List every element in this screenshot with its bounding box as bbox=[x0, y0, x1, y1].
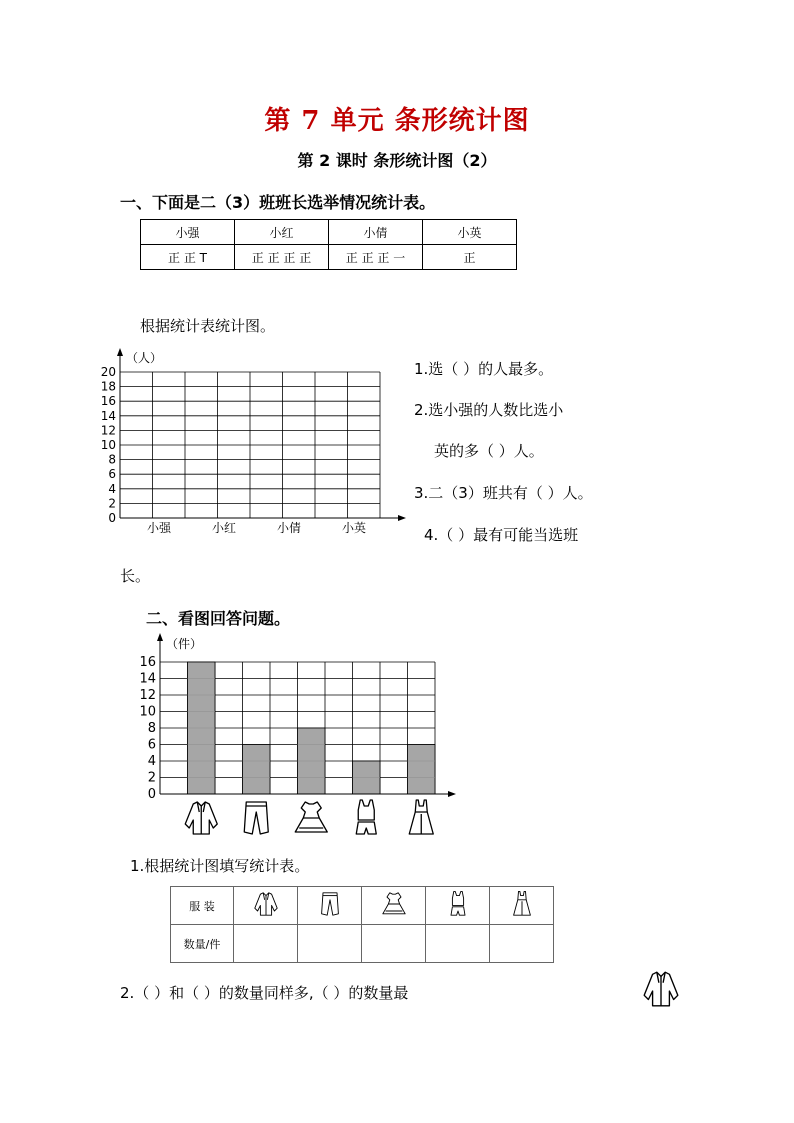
question-4a: 4.（ ）最有可能当选班 bbox=[424, 526, 579, 544]
answer-cell[interactable] bbox=[426, 925, 490, 963]
y-unit-label: （人） bbox=[126, 351, 163, 365]
y-tick-label: 0 bbox=[147, 787, 156, 802]
x-category-label: 小强 bbox=[146, 521, 172, 535]
bar bbox=[243, 745, 271, 795]
y-tick-label: 0 bbox=[108, 511, 116, 525]
tally-header: 小英 bbox=[423, 220, 517, 245]
x-category-labels bbox=[147, 520, 366, 535]
shirt-icon bbox=[234, 887, 298, 925]
vest-shorts-icon bbox=[356, 800, 376, 834]
part1-instruction: 根据统计表统计图。 bbox=[140, 317, 276, 335]
vest-shorts-icon bbox=[426, 887, 490, 925]
y-tick-label: 6 bbox=[108, 467, 116, 482]
y-tick-label: 12 bbox=[100, 423, 116, 438]
x-axis-arrow bbox=[448, 791, 456, 797]
x-category-icons bbox=[185, 800, 433, 834]
tally-marks: 正 正 T bbox=[141, 245, 235, 270]
answer-cell[interactable] bbox=[362, 925, 426, 963]
question-1: 1.选（ ）的人最多。 bbox=[414, 360, 554, 378]
y-tick-label: 20 bbox=[100, 365, 116, 379]
x-category-label: 小倩 bbox=[276, 521, 302, 535]
part1-heading: 一、下面是二（3）班班长选举情况统计表。 bbox=[120, 193, 436, 212]
chart-grid bbox=[120, 372, 380, 518]
answer-cell[interactable] bbox=[298, 925, 362, 963]
x-category-label: 小英 bbox=[341, 521, 367, 535]
y-tick-labels bbox=[101, 365, 116, 525]
y-tick-labels bbox=[139, 655, 156, 802]
part2-question-1: 1.根据统计图填写统计表。 bbox=[130, 857, 310, 875]
shirt-icon bbox=[185, 802, 217, 834]
y-tick-label: 10 bbox=[139, 704, 156, 720]
y-unit-label: （件） bbox=[166, 637, 203, 651]
tally-header: 小强 bbox=[141, 220, 235, 245]
bar bbox=[408, 745, 436, 795]
y-tick-label: 8 bbox=[147, 721, 156, 736]
answer-cell[interactable] bbox=[490, 925, 554, 963]
blank-bar-chart bbox=[90, 345, 410, 540]
y-tick-label: 14 bbox=[139, 671, 156, 687]
y-tick-label: 10 bbox=[100, 438, 116, 452]
y-tick-label: 4 bbox=[108, 481, 116, 496]
tally-marks: 正 bbox=[423, 245, 517, 270]
tally-header: 小红 bbox=[235, 220, 329, 245]
answer-cell[interactable] bbox=[234, 925, 298, 963]
skirt-icon bbox=[409, 800, 433, 834]
y-tick-label: 4 bbox=[147, 754, 156, 769]
y-tick-label: 2 bbox=[147, 770, 156, 786]
question-2a: 2.选小强的人数比选小 bbox=[414, 401, 564, 419]
y-tick-label: 8 bbox=[108, 452, 116, 467]
y-axis-arrow bbox=[117, 348, 123, 356]
tally-marks: 正 正 正 一 bbox=[329, 245, 423, 270]
tally-header: 小倩 bbox=[329, 220, 423, 245]
part2-question-2: 2.（ ）和（ ）的数量同样多,（ ）的数量最 bbox=[120, 984, 409, 1002]
part2-heading: 二、看图回答问题。 bbox=[146, 609, 291, 628]
y-axis-arrow bbox=[157, 633, 163, 641]
page-title: 第 7 单元 条形统计图 bbox=[264, 106, 530, 136]
pants-icon bbox=[244, 802, 268, 834]
fill-in-table bbox=[170, 886, 554, 963]
lesson-subtitle: 第 2 课时 条形统计图（2） bbox=[297, 151, 497, 170]
y-tick-label: 18 bbox=[100, 379, 116, 394]
y-tick-label: 16 bbox=[100, 394, 116, 409]
x-category-label: 小红 bbox=[211, 521, 237, 535]
clothing-bar-chart bbox=[130, 630, 470, 840]
row-label-clothing: 服 装 bbox=[171, 887, 234, 925]
row-label-quantity: 数量/件 bbox=[171, 925, 234, 963]
dress-icon bbox=[362, 887, 426, 925]
tally-table bbox=[140, 219, 517, 270]
y-tick-label: 12 bbox=[139, 688, 156, 703]
skirt-icon bbox=[490, 887, 554, 925]
question-4b: 长。 bbox=[120, 567, 151, 585]
shirt-icon bbox=[640, 968, 682, 1010]
question-3: 3.二（3）班共有（ ）人。 bbox=[414, 484, 593, 502]
x-axis-arrow bbox=[398, 515, 406, 521]
pants-icon bbox=[298, 887, 362, 925]
y-tick-label: 16 bbox=[139, 655, 156, 670]
tally-marks: 正 正 正 正 bbox=[235, 245, 329, 270]
dress-icon bbox=[295, 802, 327, 832]
y-tick-label: 2 bbox=[108, 496, 116, 511]
y-tick-label: 6 bbox=[147, 737, 156, 753]
question-2b: 英的多（ ）人。 bbox=[434, 442, 544, 460]
y-tick-label: 14 bbox=[100, 408, 116, 423]
